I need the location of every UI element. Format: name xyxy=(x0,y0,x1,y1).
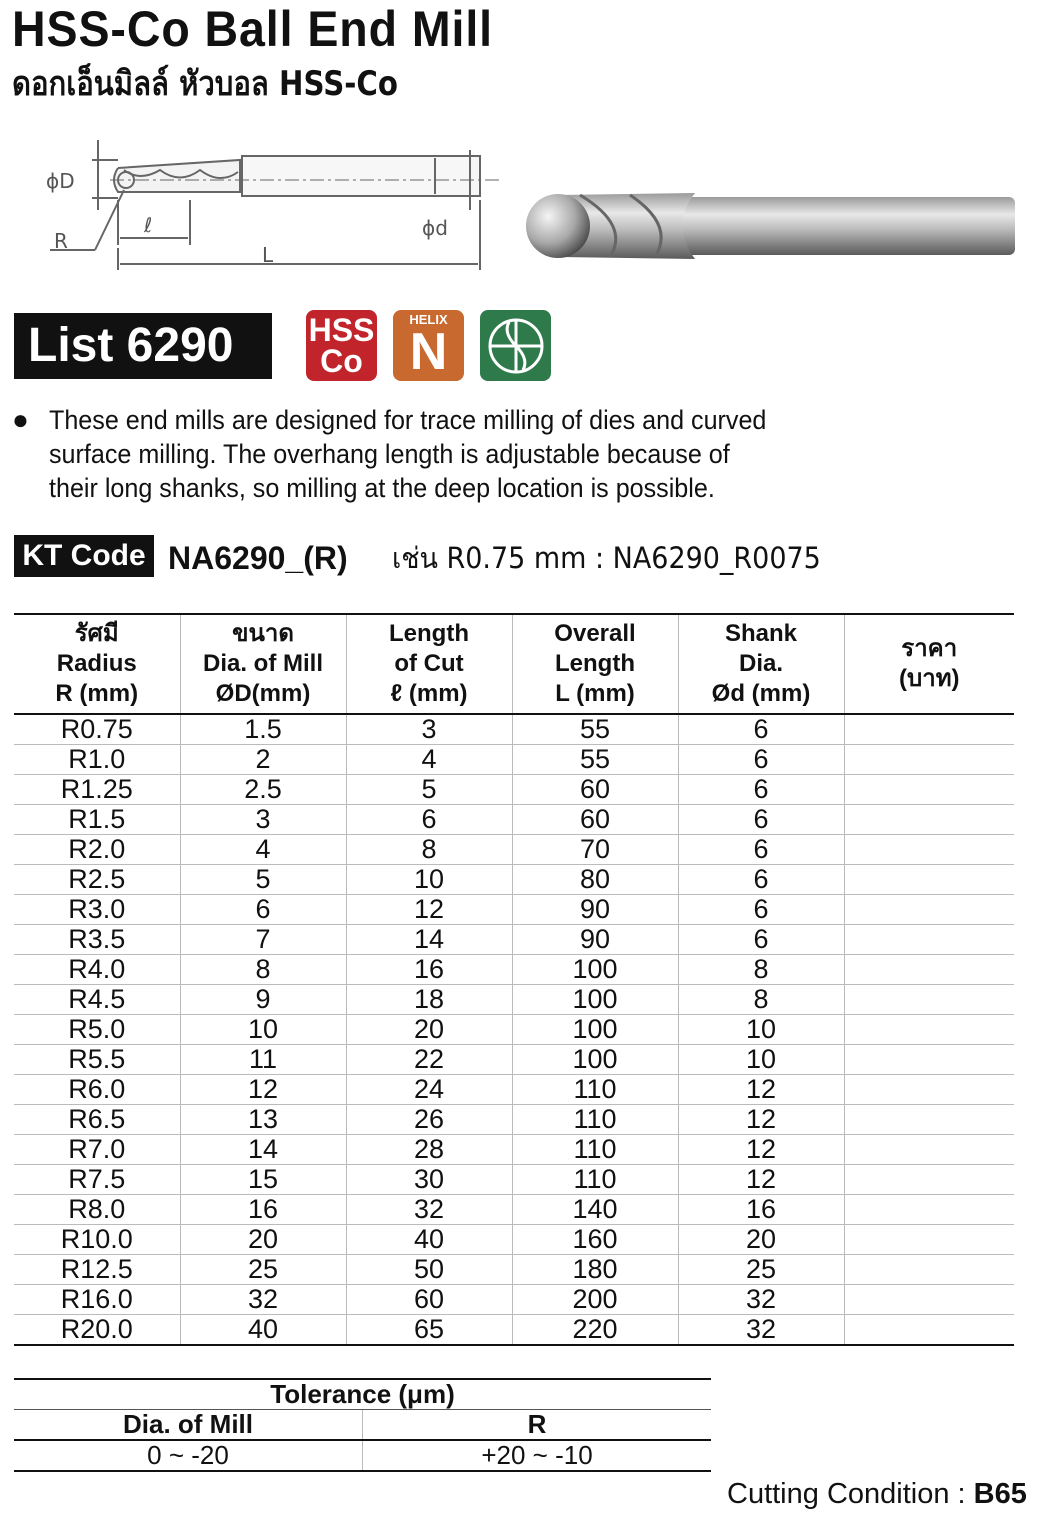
description xyxy=(49,403,793,505)
column-header xyxy=(512,614,678,714)
price-cell xyxy=(844,1315,1014,1346)
table-cell: 55 xyxy=(512,714,678,745)
tolerance-col-dia: Dia. of Mill xyxy=(14,1410,363,1441)
table-cell: 110 xyxy=(512,1165,678,1195)
table-cell: 32 xyxy=(678,1285,844,1315)
table-cell: 10 xyxy=(346,865,512,895)
table-cell: 1.5 xyxy=(180,714,346,745)
table-cell: 60 xyxy=(346,1285,512,1315)
table-cell: R4.5 xyxy=(14,985,180,1015)
table-cell: 100 xyxy=(512,1015,678,1045)
column-header-line: รัศมี xyxy=(74,620,119,647)
table-cell: 6 xyxy=(678,895,844,925)
column-header xyxy=(14,614,180,714)
table-row xyxy=(14,745,1014,775)
table-row xyxy=(14,1225,1014,1255)
table-row xyxy=(14,1135,1014,1165)
table-cell: 13 xyxy=(180,1105,346,1135)
table-row xyxy=(14,1165,1014,1195)
list-number-label: List 6290 xyxy=(14,313,272,379)
table-row xyxy=(14,1255,1014,1285)
table-cell: R7.0 xyxy=(14,1135,180,1165)
price-cell xyxy=(844,955,1014,985)
table-cell: R7.5 xyxy=(14,1165,180,1195)
column-header-line: Overall xyxy=(554,620,636,647)
table-cell: 25 xyxy=(678,1255,844,1285)
table-cell: 6 xyxy=(678,925,844,955)
table-cell: 24 xyxy=(346,1075,512,1105)
label-l: ℓ xyxy=(144,213,153,237)
table-cell: 20 xyxy=(346,1015,512,1045)
price-cell xyxy=(844,1195,1014,1225)
spec-table xyxy=(14,613,1014,1346)
table-cell: R10.0 xyxy=(14,1225,180,1255)
price-cell xyxy=(844,714,1014,745)
price-cell xyxy=(844,985,1014,1015)
badge-hss-text: HSS xyxy=(308,312,375,348)
table-cell: 70 xyxy=(512,835,678,865)
table-cell: 30 xyxy=(346,1165,512,1195)
tolerance-col-r: R xyxy=(363,1410,712,1441)
table-row xyxy=(14,1075,1014,1105)
table-row xyxy=(14,895,1014,925)
price-cell xyxy=(844,1285,1014,1315)
cutting-condition xyxy=(727,1478,1027,1511)
cutting-condition-label: Cutting Condition : xyxy=(727,1478,966,1510)
table-cell: 60 xyxy=(512,805,678,835)
table-cell: 12 xyxy=(678,1135,844,1165)
price-cell xyxy=(844,1015,1014,1045)
table-cell: 200 xyxy=(512,1285,678,1315)
table-cell: 14 xyxy=(180,1135,346,1165)
table-cell: 18 xyxy=(346,985,512,1015)
table-cell: 6 xyxy=(678,805,844,835)
table-cell: R1.25 xyxy=(14,775,180,805)
table-cell: 7 xyxy=(180,925,346,955)
table-cell: 40 xyxy=(180,1315,346,1346)
table-cell: 55 xyxy=(512,745,678,775)
table-cell: 100 xyxy=(512,955,678,985)
table-cell: R6.0 xyxy=(14,1075,180,1105)
table-cell: 26 xyxy=(346,1105,512,1135)
tolerance-table xyxy=(14,1378,711,1472)
description-line: their long shanks, so milling at the deep location is possible. xyxy=(49,473,715,503)
table-cell: 65 xyxy=(346,1315,512,1346)
column-header-line: ℓ (mm) xyxy=(390,680,468,707)
table-cell: 8 xyxy=(346,835,512,865)
kt-code-value: NA6290_(R) xyxy=(168,540,348,576)
price-cell xyxy=(844,865,1014,895)
table-cell: 40 xyxy=(346,1225,512,1255)
price-cell xyxy=(844,745,1014,775)
column-header-line: ราคา xyxy=(901,635,958,662)
spec-table-header-row xyxy=(14,614,1014,714)
price-cell xyxy=(844,1075,1014,1105)
dimension-drawing xyxy=(40,130,510,280)
table-cell: 50 xyxy=(346,1255,512,1285)
table-cell: R3.5 xyxy=(14,925,180,955)
table-cell: R6.5 xyxy=(14,1105,180,1135)
table-cell: 6 xyxy=(678,714,844,745)
table-cell: 5 xyxy=(180,865,346,895)
table-cell: 12 xyxy=(678,1165,844,1195)
table-cell: R5.5 xyxy=(14,1045,180,1075)
table-cell: 5 xyxy=(346,775,512,805)
table-cell: 12 xyxy=(180,1075,346,1105)
table-row xyxy=(14,925,1014,955)
table-row xyxy=(14,865,1014,895)
column-header-line: Shank xyxy=(724,620,798,647)
table-cell: 10 xyxy=(180,1015,346,1045)
hss-co-badge xyxy=(306,310,377,381)
table-cell: 10 xyxy=(678,1015,844,1045)
price-cell xyxy=(844,1105,1014,1135)
table-cell: 100 xyxy=(512,985,678,1015)
table-cell: 110 xyxy=(512,1135,678,1165)
tolerance-r-value: +20 ~ -10 xyxy=(363,1440,712,1471)
table-cell: 25 xyxy=(180,1255,346,1285)
column-header-line: of Cut xyxy=(394,650,464,677)
tool-photo xyxy=(520,185,1020,267)
kt-code-example: เช่น R0.75 mm : NA6290_R0075 xyxy=(392,541,821,575)
price-cell xyxy=(844,775,1014,805)
table-cell: 14 xyxy=(346,925,512,955)
column-header xyxy=(678,614,844,714)
table-cell: 16 xyxy=(346,955,512,985)
two-flute-icon xyxy=(485,315,547,377)
column-header xyxy=(180,614,346,714)
price-cell xyxy=(844,1135,1014,1165)
column-header-line: Radius xyxy=(56,650,137,677)
table-cell: 3 xyxy=(180,805,346,835)
table-cell: 32 xyxy=(346,1195,512,1225)
label-L: L xyxy=(262,243,274,267)
table-cell: 180 xyxy=(512,1255,678,1285)
table-cell: 22 xyxy=(346,1045,512,1075)
description-line: surface milling. The overhang length is adjustable because of xyxy=(49,439,730,469)
table-cell: 4 xyxy=(346,745,512,775)
kt-code-label: KT Code xyxy=(14,535,154,577)
tolerance-title: Tolerance (μm) xyxy=(14,1379,711,1410)
table-cell: 100 xyxy=(512,1045,678,1075)
price-cell xyxy=(844,835,1014,865)
table-row xyxy=(14,1105,1014,1135)
column-header-line: (บาท) xyxy=(898,665,960,692)
price-cell xyxy=(844,895,1014,925)
table-cell: 8 xyxy=(678,985,844,1015)
table-cell: 6 xyxy=(180,895,346,925)
table-cell: 8 xyxy=(678,955,844,985)
badge-helix-label: HELIX xyxy=(409,312,448,327)
column-header-line: R (mm) xyxy=(55,680,139,707)
column-header-line: Dia. xyxy=(738,650,783,677)
table-cell: 16 xyxy=(180,1195,346,1225)
table-row xyxy=(14,1015,1014,1045)
column-header-line: Dia. of Mill xyxy=(203,650,323,677)
table-cell: R12.5 xyxy=(14,1255,180,1285)
table-row xyxy=(14,1315,1014,1346)
table-cell: R0.75 xyxy=(14,714,180,745)
table-row xyxy=(14,714,1014,745)
table-cell: 6 xyxy=(678,775,844,805)
table-cell: 6 xyxy=(346,805,512,835)
table-cell: 32 xyxy=(678,1315,844,1346)
page-subtitle-thai: ดอกเอ็นมิลล์ หัวบอล HSS-Co xyxy=(12,64,398,104)
table-cell: 10 xyxy=(678,1045,844,1075)
table-row xyxy=(14,775,1014,805)
table-cell: 220 xyxy=(512,1315,678,1346)
price-cell xyxy=(844,805,1014,835)
price-cell xyxy=(844,1225,1014,1255)
table-row xyxy=(14,835,1014,865)
table-cell: R1.5 xyxy=(14,805,180,835)
price-cell xyxy=(844,1255,1014,1285)
table-cell: 4 xyxy=(180,835,346,865)
tolerance-dia-value: 0 ~ -20 xyxy=(14,1440,363,1471)
column-header-line: ขนาด xyxy=(232,620,294,647)
bullet-icon: ● xyxy=(12,404,29,435)
table-cell: 60 xyxy=(512,775,678,805)
table-cell: 90 xyxy=(512,925,678,955)
column-header-line: L (mm) xyxy=(555,680,635,707)
table-cell: 20 xyxy=(678,1225,844,1255)
table-cell: 2 xyxy=(180,745,346,775)
table-cell: 90 xyxy=(512,895,678,925)
table-cell: R3.0 xyxy=(14,895,180,925)
table-cell: R8.0 xyxy=(14,1195,180,1225)
table-cell: 32 xyxy=(180,1285,346,1315)
table-cell: 140 xyxy=(512,1195,678,1225)
table-row xyxy=(14,805,1014,835)
table-row xyxy=(14,1045,1014,1075)
table-row xyxy=(14,1195,1014,1225)
table-cell: 15 xyxy=(180,1165,346,1195)
table-cell: 6 xyxy=(678,865,844,895)
label-D: ϕD xyxy=(46,169,75,193)
price-cell xyxy=(844,1165,1014,1195)
table-cell: 6 xyxy=(678,835,844,865)
badge-co-text: Co xyxy=(320,343,363,379)
table-row xyxy=(14,1285,1014,1315)
table-cell: 12 xyxy=(678,1075,844,1105)
cutting-condition-ref[interactable]: B65 xyxy=(973,1478,1027,1510)
table-cell: 9 xyxy=(180,985,346,1015)
table-cell: R16.0 xyxy=(14,1285,180,1315)
table-cell: R1.0 xyxy=(14,745,180,775)
badge-helix-value: N xyxy=(409,323,448,381)
table-cell: R4.0 xyxy=(14,955,180,985)
table-cell: R20.0 xyxy=(14,1315,180,1346)
page-title: HSS-Co Ball End Mill xyxy=(12,1,494,57)
price-cell xyxy=(844,925,1014,955)
label-R: R xyxy=(54,229,68,253)
column-header-line: Length xyxy=(389,620,469,647)
table-cell: 12 xyxy=(346,895,512,925)
table-cell: 110 xyxy=(512,1105,678,1135)
table-cell: 6 xyxy=(678,745,844,775)
table-cell: 160 xyxy=(512,1225,678,1255)
table-cell: 28 xyxy=(346,1135,512,1165)
table-cell: 11 xyxy=(180,1045,346,1075)
column-header xyxy=(844,614,1014,714)
table-cell: R2.5 xyxy=(14,865,180,895)
table-cell: R5.0 xyxy=(14,1015,180,1045)
table-cell: 3 xyxy=(346,714,512,745)
table-row xyxy=(14,955,1014,985)
column-header-line: Length xyxy=(555,650,635,677)
table-cell: 12 xyxy=(678,1105,844,1135)
table-cell: 8 xyxy=(180,955,346,985)
table-cell: 20 xyxy=(180,1225,346,1255)
label-d: ϕd xyxy=(422,216,448,240)
table-cell: R2.0 xyxy=(14,835,180,865)
price-cell xyxy=(844,1045,1014,1075)
table-cell: 16 xyxy=(678,1195,844,1225)
table-row xyxy=(14,985,1014,1015)
table-cell: 110 xyxy=(512,1075,678,1105)
table-cell: 2.5 xyxy=(180,775,346,805)
flute-badge xyxy=(480,310,551,381)
column-header-line: ØD(mm) xyxy=(215,680,311,707)
table-cell: 80 xyxy=(512,865,678,895)
column-header-line: Ød (mm) xyxy=(711,680,811,707)
column-header xyxy=(346,614,512,714)
description-line: These end mills are designed for trace milling of dies and curved xyxy=(49,405,767,435)
helix-badge xyxy=(393,310,464,381)
